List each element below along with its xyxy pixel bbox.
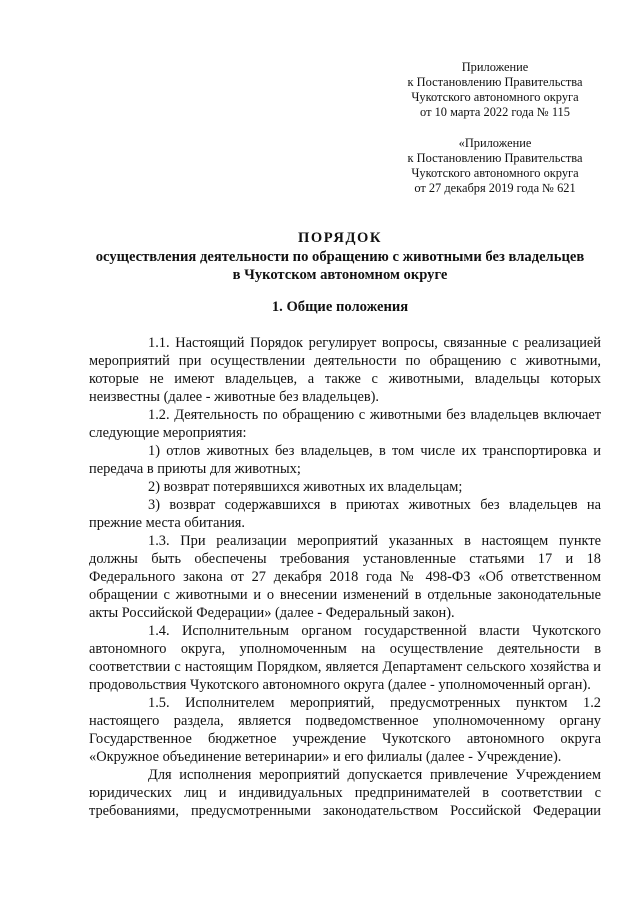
paragraph-1-2: 1.2. Деятельность по обращению с животными без владельцев включает следующие мероприятия:	[89, 407, 601, 441]
title-subject: осуществления деятельности по обращению с животными без владельцев	[95, 249, 585, 265]
paragraph-1-3: 1.3. При реализации мероприятий указанных в настоящем пункте должны быть обеспечены требования установленные статьями 17 и 18 Федерального закона от 27 декабря 2018 года № 498-ФЗ «Об ответственном обращении с животными и о внесении изменений в отдельные законодательные акты Российской Федерации» (далее - Федеральный закон).	[89, 533, 601, 621]
section-body	[89, 334, 601, 820]
paragraph-1-4: 1.4. Исполнительным органом государственной власти Чукотского автономного округа, уполномоченным на осуществление деятельности в соответствии с настоящим Порядком, является Департамент сельского хозяйства и продовольствия Чукотского автономного округа (далее - уполномоченный орган).	[89, 623, 601, 693]
appendix-date-number: от 10 марта 2022 года № 115	[420, 105, 570, 119]
title-main: ПОРЯДОК	[298, 230, 382, 246]
paragraph-1-5: 1.5. Исполнителем мероприятий, предусмотренных пунктом 1.2 настоящего раздела, является подведомственное уполномоченному органу Государственное бюджетное учреждение Чукотского автономного округа «Окружное объединение ветеринарии» и его филиалы (далее - Учреждение).	[89, 695, 601, 765]
title-region: в Чукотском автономном округе	[232, 267, 448, 283]
document-title	[60, 229, 620, 284]
list-item-1: 1) отлов животных без владельцев, в том числе их транспортировка и передача в приюты для животных;	[89, 443, 601, 477]
paragraph-contractors: Для исполнения мероприятий допускается привлечение Учреждением юридических лиц и индивидуальных предпринимателей в соответствии с требованиями, предусмотренными законодательством Российской Федерации	[89, 767, 601, 819]
appendix-reference-current	[380, 60, 610, 120]
appendix-reference-original	[380, 136, 610, 196]
appendix-region: Чукотского автономного округа	[411, 166, 579, 180]
paragraph-1-1: 1.1. Настоящий Порядок регулирует вопросы, связанные с реализацией мероприятий при осуществлении деятельности по обращению с животными, которые не имеют владельцев, а также с животными, владельцы которых неизвестны (далее - животные без владельцев).	[89, 335, 601, 405]
appendix-region: Чукотского автономного округа	[411, 90, 579, 104]
list-item-3: 3) возврат содержавшихся в приютах животных без владельцев на прежние места обитания.	[89, 497, 601, 531]
list-item-2: 2) возврат потерявшихся животных их владельцам;	[148, 479, 463, 495]
appendix-resolution-ref: к Постановлению Правительства	[407, 151, 583, 165]
section-heading: 1. Общие положения	[271, 299, 409, 315]
appendix-date-number: от 27 декабря 2019 года № 621	[414, 181, 576, 195]
appendix-resolution-ref: к Постановлению Правительства	[407, 75, 583, 89]
appendix-label: Приложение	[461, 60, 529, 74]
appendix-label: «Приложение	[458, 136, 532, 150]
